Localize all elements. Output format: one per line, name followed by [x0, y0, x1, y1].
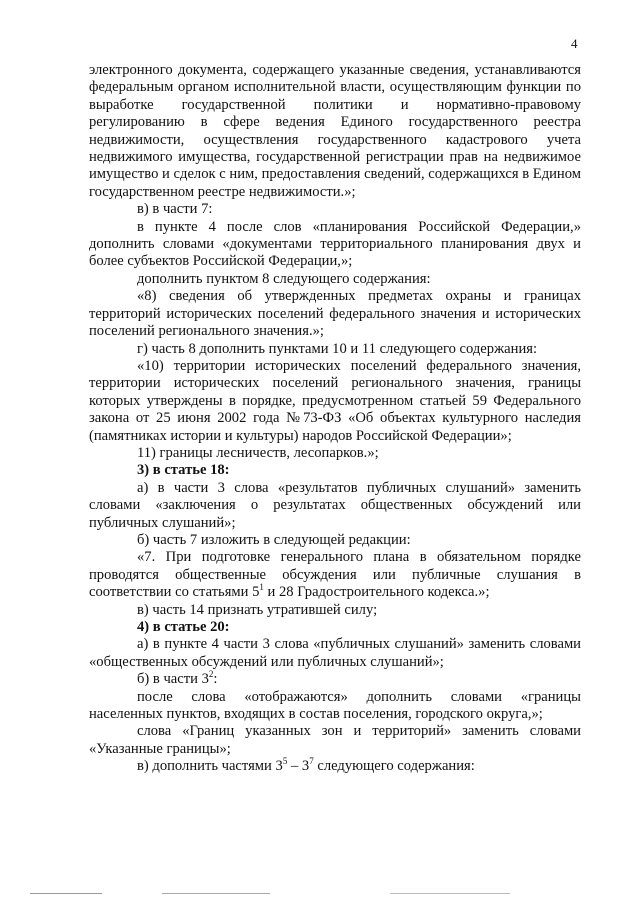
paragraph: а) в пункте 4 части 3 слова «публичных слушаний» заменить словами «общественных обсуждений или публичных слушаний»; [89, 636, 581, 670]
document-body [89, 62, 581, 776]
paragraph: «10) территории исторических поселений федерального значения, территории исторических поселений регионального значения, границы которых утверждены в порядке, предусмотренном статьей 59 Федерального закона от 25 июня 2002 года №73-ФЗ «Об объектах культурного наследия (памятниках истории и культуры) народов Российской Федерации»; [89, 357, 581, 444]
superscript: 5 [282, 756, 288, 767]
paragraph: дополнить пунктом 8 следующего содержания: [137, 270, 431, 287]
paragraph: после слова «отображаются» дополнить словами «границы населенных пунктов, входящих в состав поселения, городского округа,»; [89, 688, 581, 723]
page-number: 4 [571, 36, 578, 51]
paragraph: в) в части 7: [137, 201, 213, 218]
paragraph [89, 758, 581, 775]
paragraph: 11) границы лесничеств, лесопарков.»; [137, 444, 379, 461]
text-run: в) дополнить частями 3 [137, 758, 283, 775]
text-run: «7. При подготовке генерального плана в обязательном порядке проводятся общественные обсуждения или публичные слушания в соответствии со статьями 5 [89, 549, 581, 601]
paragraph: электронного документа, содержащего указанные сведения, устанавливаются федеральным органом исполнительной власти, осуществляющим функции по выработке государственной политики и нормативно-правовому регулированию в сфере ведения Единого государственного реестра недвижимости, осуществления государственного кадастрового учета недвижимого имущества, государственной регистрации прав на недвижимое имущество и сделок с ним, предоставления сведений, содержащихся в Едином государственном реестре недвижимости.»; [89, 62, 581, 200]
text-run: б) в части 3 [137, 671, 209, 688]
superscript: 2 [208, 669, 214, 680]
section-heading [89, 462, 581, 479]
scan-edge-line [30, 893, 630, 894]
text-run: следующего содержания: [313, 758, 475, 775]
paragraph [89, 549, 581, 601]
superscript: 7 [309, 756, 314, 767]
superscript: 1 [259, 582, 264, 593]
section-heading-text: 4) в статье 20: [137, 619, 230, 635]
paragraph: в пункте 4 после слов «планирования Российской Федерации,» дополнить словами «документами территориального планирования двух и более субъектов Российской Федерации,»; [89, 218, 581, 270]
paragraph: б) часть 7 изложить в следующей редакции: [137, 531, 411, 548]
paragraph [89, 671, 581, 688]
text-run: : [213, 671, 218, 688]
paragraph: слова «Границ указанных зон и территорий» заменить словами «Указанные границы»; [89, 723, 581, 757]
paragraph: г) часть 8 дополнить пунктами 10 и 11 следующего содержания: [137, 340, 538, 357]
section-heading-text: 3) в статье 18: [137, 462, 230, 479]
section-heading [89, 619, 581, 636]
paragraph: а) в части 3 слова «результатов публичных слушаний» заменить словами «заключения о результатах общественных обсуждений или публичных слушаний»; [89, 479, 581, 531]
text-run: и 28 Градостроительного кодекса.»; [263, 584, 490, 601]
text-run: – 3 [287, 758, 310, 775]
paragraph: «8) сведения об утвержденных предметах охраны и границах территорий исторических поселений федерального значения и исторических поселений регионального значения.»; [89, 288, 581, 340]
paragraph: в) часть 14 признать утратившей силу; [137, 601, 378, 618]
